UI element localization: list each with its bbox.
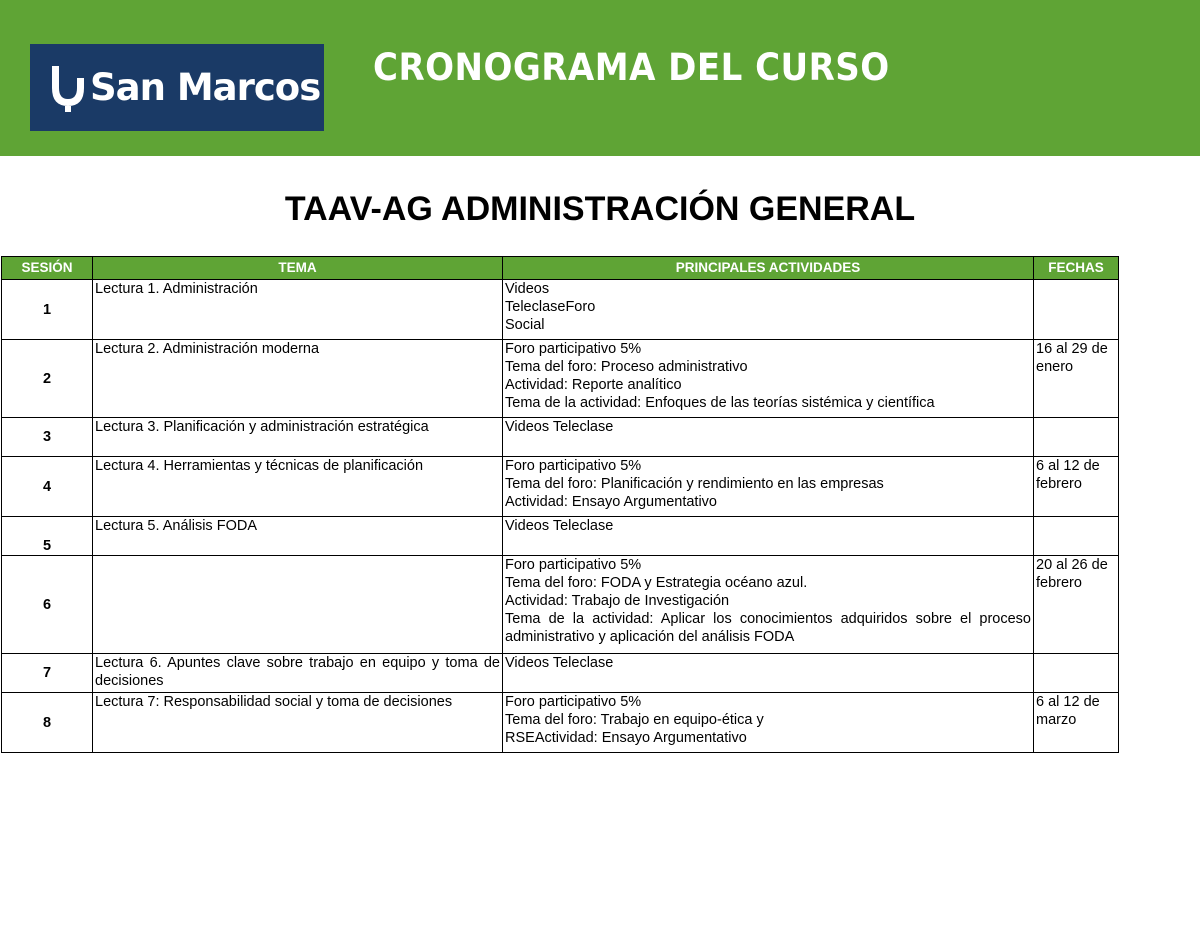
topic-cell: Lectura 1. Administración <box>93 280 503 340</box>
activity-line: Foro participativo 5% <box>505 341 642 357</box>
dates-cell <box>1034 418 1119 457</box>
activity-line: Foro participativo 5% <box>505 557 642 573</box>
activity-line: TeleclaseForo <box>505 299 596 315</box>
activity-line: Actividad: Trabajo de Investigación <box>505 593 730 609</box>
u-logo-icon <box>48 66 88 112</box>
dates-cell: 20 al 26 de febrero <box>1034 556 1119 654</box>
session-cell: 2 <box>2 340 93 418</box>
activities-cell <box>503 418 1034 457</box>
activity-line: Videos Teleclase <box>505 518 614 534</box>
activities-cell <box>503 517 1034 556</box>
header-activities: PRINCIPALES ACTIVIDADES <box>503 257 1034 280</box>
dates-cell: 16 al 29 de enero <box>1034 340 1119 418</box>
activities-cell <box>503 654 1034 693</box>
header-topic: TEMA <box>93 257 503 280</box>
header-session: SESIÓN <box>2 257 93 280</box>
schedule-table <box>1 256 1119 753</box>
topic-cell: Lectura 4. Herramientas y técnicas de planificación <box>93 457 503 517</box>
table-header-row <box>2 257 1119 280</box>
activity-line: Tema del foro: FODA y Estrategia océano azul. <box>505 575 808 591</box>
table-row <box>2 280 1119 340</box>
dates-cell <box>1034 517 1119 556</box>
table-row <box>2 556 1119 654</box>
activities-cell <box>503 693 1034 753</box>
activity-line: Foro participativo 5% <box>505 458 642 474</box>
table-row <box>2 418 1119 457</box>
activity-line: Foro participativo 5% <box>505 694 642 710</box>
activity-line: Tema del foro: Proceso administrativo <box>505 359 748 375</box>
activity-line: Videos Teleclase <box>505 655 614 671</box>
dates-cell <box>1034 654 1119 693</box>
dates-cell: 6 al 12 de febrero <box>1034 457 1119 517</box>
topic-cell: Lectura 5. Análisis FODA <box>93 517 503 556</box>
activity-line: Social <box>505 317 545 333</box>
course-title: TAAV-AG ADMINISTRACIÓN GENERAL <box>284 190 916 228</box>
header-banner <box>0 0 1200 156</box>
dates-cell <box>1034 280 1119 340</box>
table-row <box>2 693 1119 753</box>
activity-line: Tema de la actividad: Aplicar los conocimientos adquiridos sobre el proceso administrativo y aplicación del análisis FODA <box>505 611 1031 645</box>
activities-cell <box>503 340 1034 418</box>
session-cell: 6 <box>2 556 93 654</box>
table-row <box>2 517 1119 556</box>
session-cell: 1 <box>2 280 93 340</box>
topic-cell: Lectura 3. Planificación y administración estratégica <box>93 418 503 457</box>
logo-text: San Marcos <box>90 66 321 109</box>
session-cell: 7 <box>2 654 93 693</box>
activity-line: Actividad: Reporte analítico <box>505 377 682 393</box>
activity-line: Videos <box>505 281 550 297</box>
table-row <box>2 654 1119 693</box>
activity-line: Tema del foro: Planificación y rendimiento en las empresas <box>505 476 884 492</box>
banner-title: CRONOGRAMA DEL CURSO <box>373 46 890 89</box>
dates-cell: 6 al 12 de marzo <box>1034 693 1119 753</box>
table-row <box>2 457 1119 517</box>
session-cell: 4 <box>2 457 93 517</box>
activities-cell <box>503 457 1034 517</box>
session-cell: 3 <box>2 418 93 457</box>
activity-line: Videos Teleclase <box>505 419 614 435</box>
header-dates: FECHAS <box>1034 257 1119 280</box>
session-cell: 5 <box>2 517 93 556</box>
topic-cell: Lectura 6. Apuntes clave sobre trabajo en equipo y toma de decisiones <box>93 654 503 693</box>
activity-line: Actividad: Ensayo Argumentativo <box>505 494 717 510</box>
schedule-body <box>2 280 1119 753</box>
table-row <box>2 340 1119 418</box>
session-cell: 8 <box>2 693 93 753</box>
topic-cell: Lectura 7: Responsabilidad social y toma de decisiones <box>93 693 503 753</box>
activities-cell <box>503 556 1034 654</box>
activities-cell <box>503 280 1034 340</box>
topic-cell <box>93 556 503 654</box>
topic-cell: Lectura 2. Administración moderna <box>93 340 503 418</box>
activity-line: Tema del foro: Trabajo en equipo-ética y <box>505 712 764 728</box>
san-marcos-logo <box>30 44 324 131</box>
activity-line: Tema de la actividad: Enfoques de las teorías sistémica y científica <box>505 395 935 411</box>
activity-line: RSEActividad: Ensayo Argumentativo <box>505 730 747 746</box>
